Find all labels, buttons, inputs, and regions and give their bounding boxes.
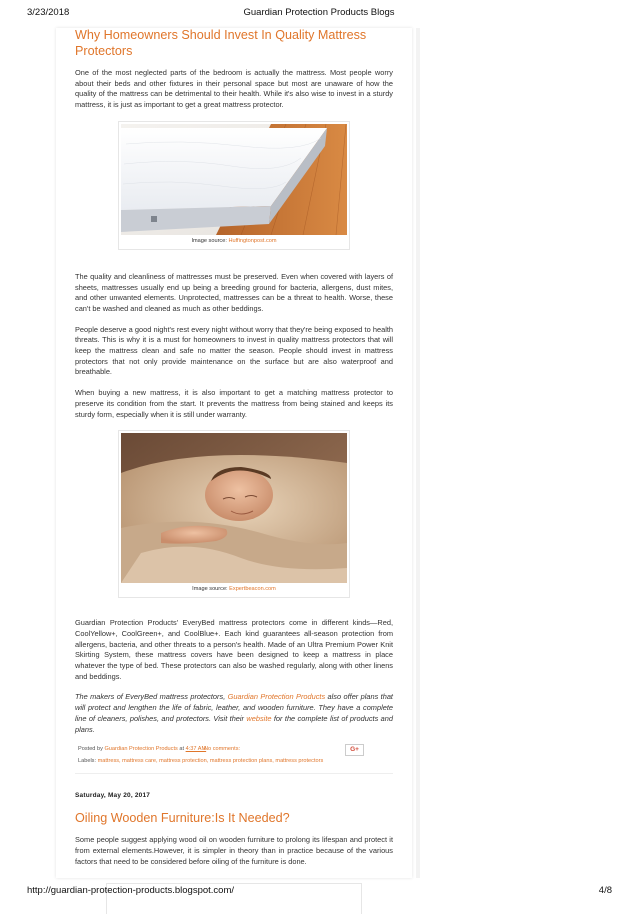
post-divider — [75, 773, 393, 774]
author-link[interactable]: Guardian Protection Products — [104, 746, 178, 753]
image-caption — [121, 238, 347, 245]
post-title-link[interactable]: Why Homeowners Should Invest In Quality Mattress Protectors — [75, 28, 367, 58]
print-date: 3/23/2018 — [27, 7, 70, 18]
print-header — [0, 0, 638, 20]
labels-prefix: Labels: — [78, 758, 98, 765]
post-paragraph: People deserve a good night's rest every night without worry that they're being exposed to health threats. This is why it is a must for homeowners to invest in quality mattress protectors that will keep the mattress clean and safe no matter the season. People should invest in mattress protectors that not only provide maintenance on the surface but are also waterproof and breathable. — [75, 324, 393, 377]
post-title-link[interactable]: Oiling Wooden Furniture:Is It Needed? — [75, 810, 290, 825]
post-date-header: Saturday, May 20, 2017 — [75, 792, 151, 800]
google-plus-share-button[interactable]: G+ — [345, 744, 364, 756]
sleeping-man-image[interactable] — [121, 433, 347, 583]
caption-source-link[interactable]: Expertbeacon.com — [229, 586, 276, 593]
post-time-link[interactable]: 4:37 AM — [185, 746, 207, 753]
post-paragraph: One of the most neglected parts of the bedroom is actually the mattress. Most people worry about their beds and other fixtures in their personal space but most are unaware of how the quality of the mattress can be detrimental to their health. While it's also wise to invest in a sturdy mattress, it is just as important to get a great mattress protector. — [75, 68, 393, 110]
blog-content — [75, 28, 393, 914]
comments-link[interactable]: No comments: — [204, 746, 241, 753]
promo-text: The makers of EveryBed mattress protectors, — [75, 692, 228, 702]
post-paragraph: Some people suggest applying wood oil on wooden furniture to prolong its lifespan and protect it from external elements.However, it is simpler in theory than in practice because of the various factors that need to be considered before oiling of the furniture is done. — [75, 835, 393, 866]
print-title: Guardian Protection Products Blogs — [243, 7, 395, 18]
website-link[interactable]: website — [246, 713, 272, 723]
labels-links[interactable]: mattress, mattress care, mattress protection, mattress protection plans, mattress protectors — [97, 758, 324, 765]
post-paragraph-promo — [75, 692, 393, 735]
at-label: at — [177, 746, 186, 753]
caption-prefix: Image source: — [191, 237, 229, 244]
post-paragraph: The quality and cleanliness of mattresses must be preserved. Even when covered with layers of sheets, mattresses usually end up being a breeding ground for bacteria, allergens, dust mites, and other unwanted elements. Unprotected, mattresses can be a threat to health. Worse, these can't be washed and cleaned as much as other beddings. — [75, 271, 393, 313]
caption-prefix: Image source: — [192, 586, 230, 593]
guardian-link[interactable]: Guardian Protection Products — [227, 692, 326, 702]
print-footer — [0, 879, 638, 903]
post-title[interactable] — [75, 811, 393, 827]
print-page-count: 4/8 — [598, 885, 612, 896]
post-footer — [75, 745, 393, 765]
posted-by-label: Posted by — [78, 746, 105, 753]
promo-text: for the complete list of products and plans. — [75, 713, 393, 734]
sleeping-man-image-figure — [118, 430, 350, 598]
post-title[interactable] — [75, 28, 393, 59]
mattress-image[interactable] — [121, 124, 347, 235]
promo-text: also offer plans that will protect and lengthen the life of fabric, leather, and wooden furniture. They have a complete line of cleaners, polishes, and protectors. Visit their — [75, 692, 393, 723]
image-caption — [121, 586, 347, 593]
sidebar-gutter — [416, 28, 420, 878]
caption-source-link[interactable]: Huffingtonpost.com — [228, 237, 277, 244]
print-url: http://guardian-protection-products.blogspot.com/ — [27, 885, 235, 896]
mattress-image-figure — [118, 121, 350, 250]
post-paragraph: Guardian Protection Products' EveryBed mattress protectors come in different kinds—Red, CoolYellow+, CoolGreen+, and CoolBlue+. Each kind guarantees all-season protection from allergens, bacteria, and other threats to a person's health. Made of an Ultra Premium Power Knit Skirting System, these mattress covers have been designed to keep a mattress in place whatever the type of bed. These protectors can also be washed regularly, along with other linens and beddings. — [75, 618, 393, 681]
post-paragraph: When buying a new mattress, it is also important to get a matching mattress protector to preserve its condition from the start. It prevents the mattress from being stained and keeps its sturdy form, especially when it is still under warranty. — [75, 388, 393, 419]
